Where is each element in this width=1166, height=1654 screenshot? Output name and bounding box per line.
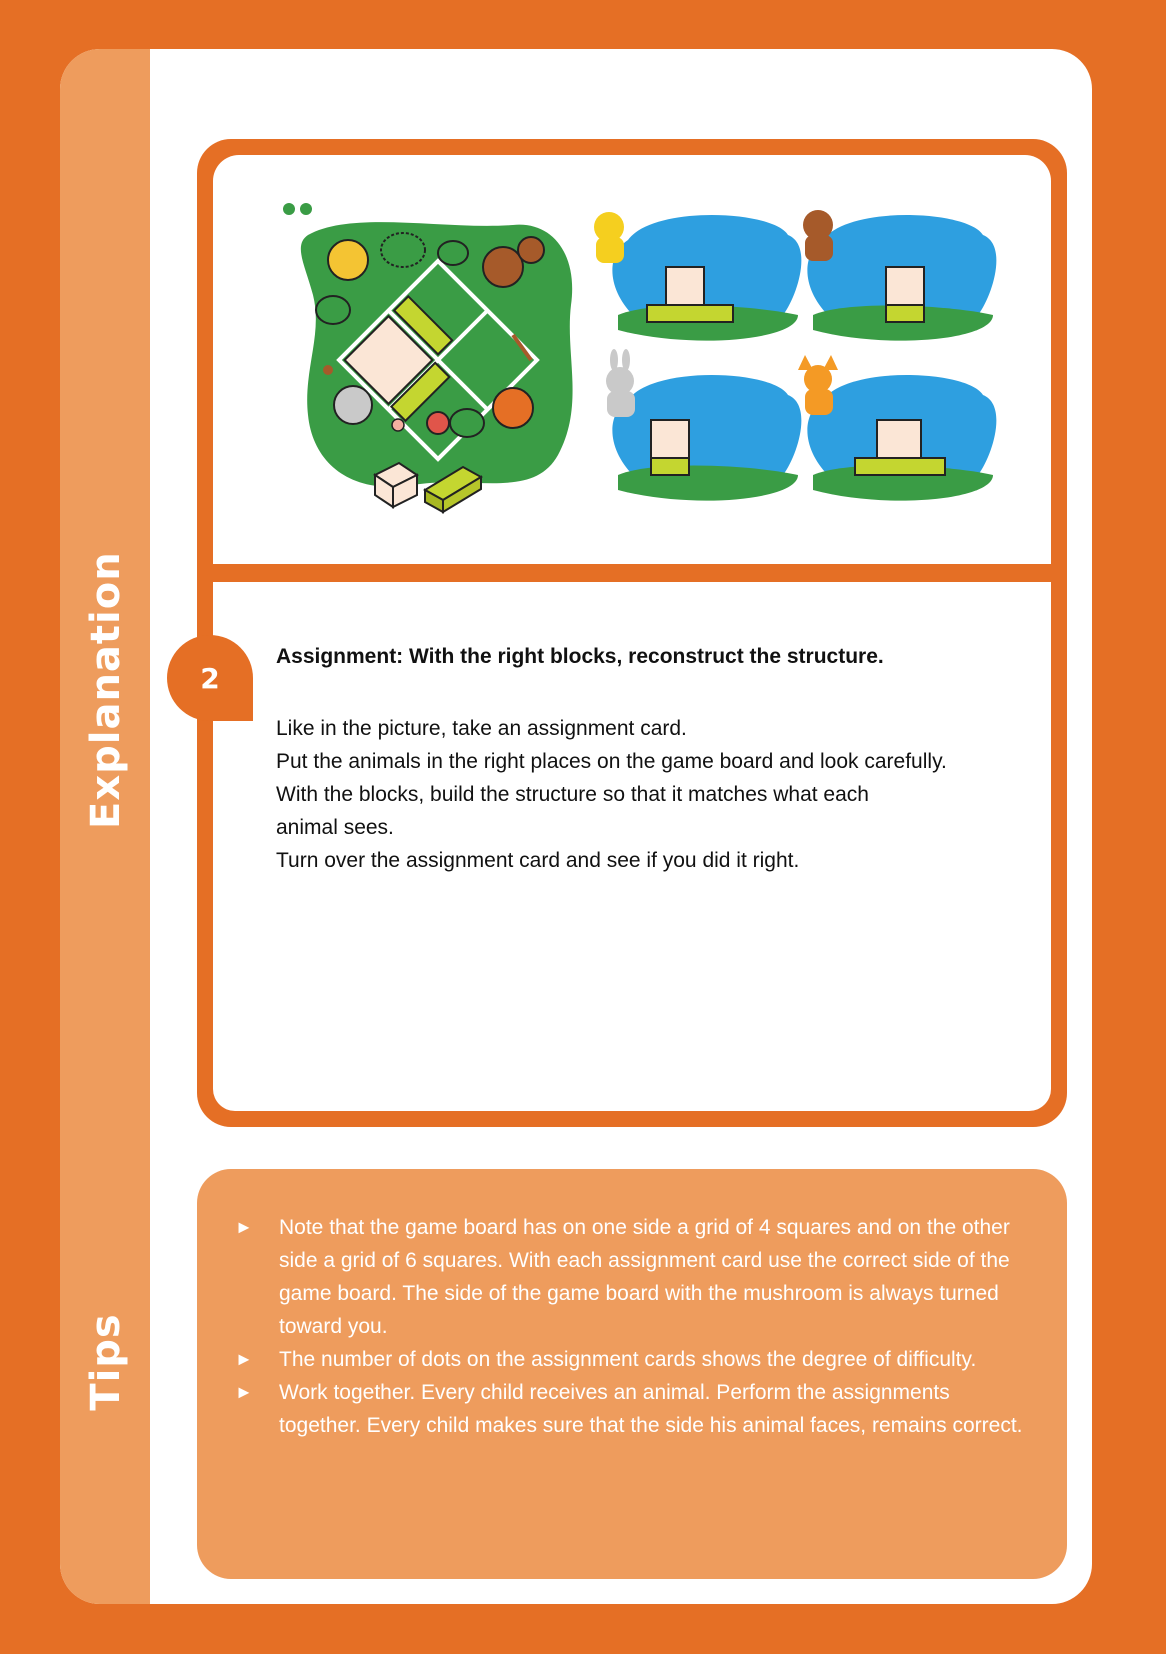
tip-item — [235, 1376, 1035, 1442]
step-badge — [167, 635, 253, 721]
duck-view-icon — [594, 212, 801, 341]
game-board-icon — [301, 222, 573, 487]
tips-heading: Tips — [83, 1313, 129, 1411]
assignment-body — [276, 712, 1056, 877]
tip-text: Work together. Every child receives an animal. Perform the assignments together. Every child makes sure that the side his animal faces, remains correct. — [279, 1381, 1023, 1437]
difficulty-dots-icon — [283, 203, 312, 215]
side-strip — [60, 49, 150, 1604]
tip-item — [235, 1211, 1035, 1343]
tip-item — [235, 1343, 1035, 1376]
bullet-arrow-icon: ► — [235, 1217, 253, 1237]
assignment-title: Assignment: With the right blocks, reconstruct the structure. — [276, 645, 884, 668]
tips-list — [235, 1211, 1035, 1442]
tips-panel — [197, 1169, 1067, 1579]
bullet-arrow-icon: ► — [235, 1382, 253, 1402]
bear-view-icon — [803, 210, 996, 341]
tip-text: Note that the game board has on one side a grid of 4 squares and on the other side a grid of 6 squares. With each assignment card use the correct side of the game board. The side of the game board with the mushroom is always turned toward you. — [279, 1216, 1010, 1338]
tip-text: The number of dots on the assignment cards shows the degree of difficulty. — [279, 1348, 977, 1371]
bullet-arrow-icon: ► — [235, 1349, 253, 1369]
illustration-panel — [213, 155, 1051, 564]
explanation-frame — [197, 139, 1067, 1127]
illustration — [213, 155, 1051, 564]
assignment-paragraph: Like in the picture, take an assignment card. — [276, 717, 687, 740]
explanation-heading: Explanation — [83, 551, 129, 829]
fox-view-icon — [798, 355, 996, 501]
step-number: 2 — [200, 661, 220, 695]
assignment-paragraph: With the blocks, build the structure so that it matches what each animal sees. — [276, 783, 869, 839]
assignment-paragraph: Put the animals in the right places on the game board and look carefully. — [276, 750, 947, 773]
rabbit-view-icon — [606, 349, 801, 501]
assignment-paragraph: Turn over the assignment card and see if you did it right. — [276, 849, 800, 872]
